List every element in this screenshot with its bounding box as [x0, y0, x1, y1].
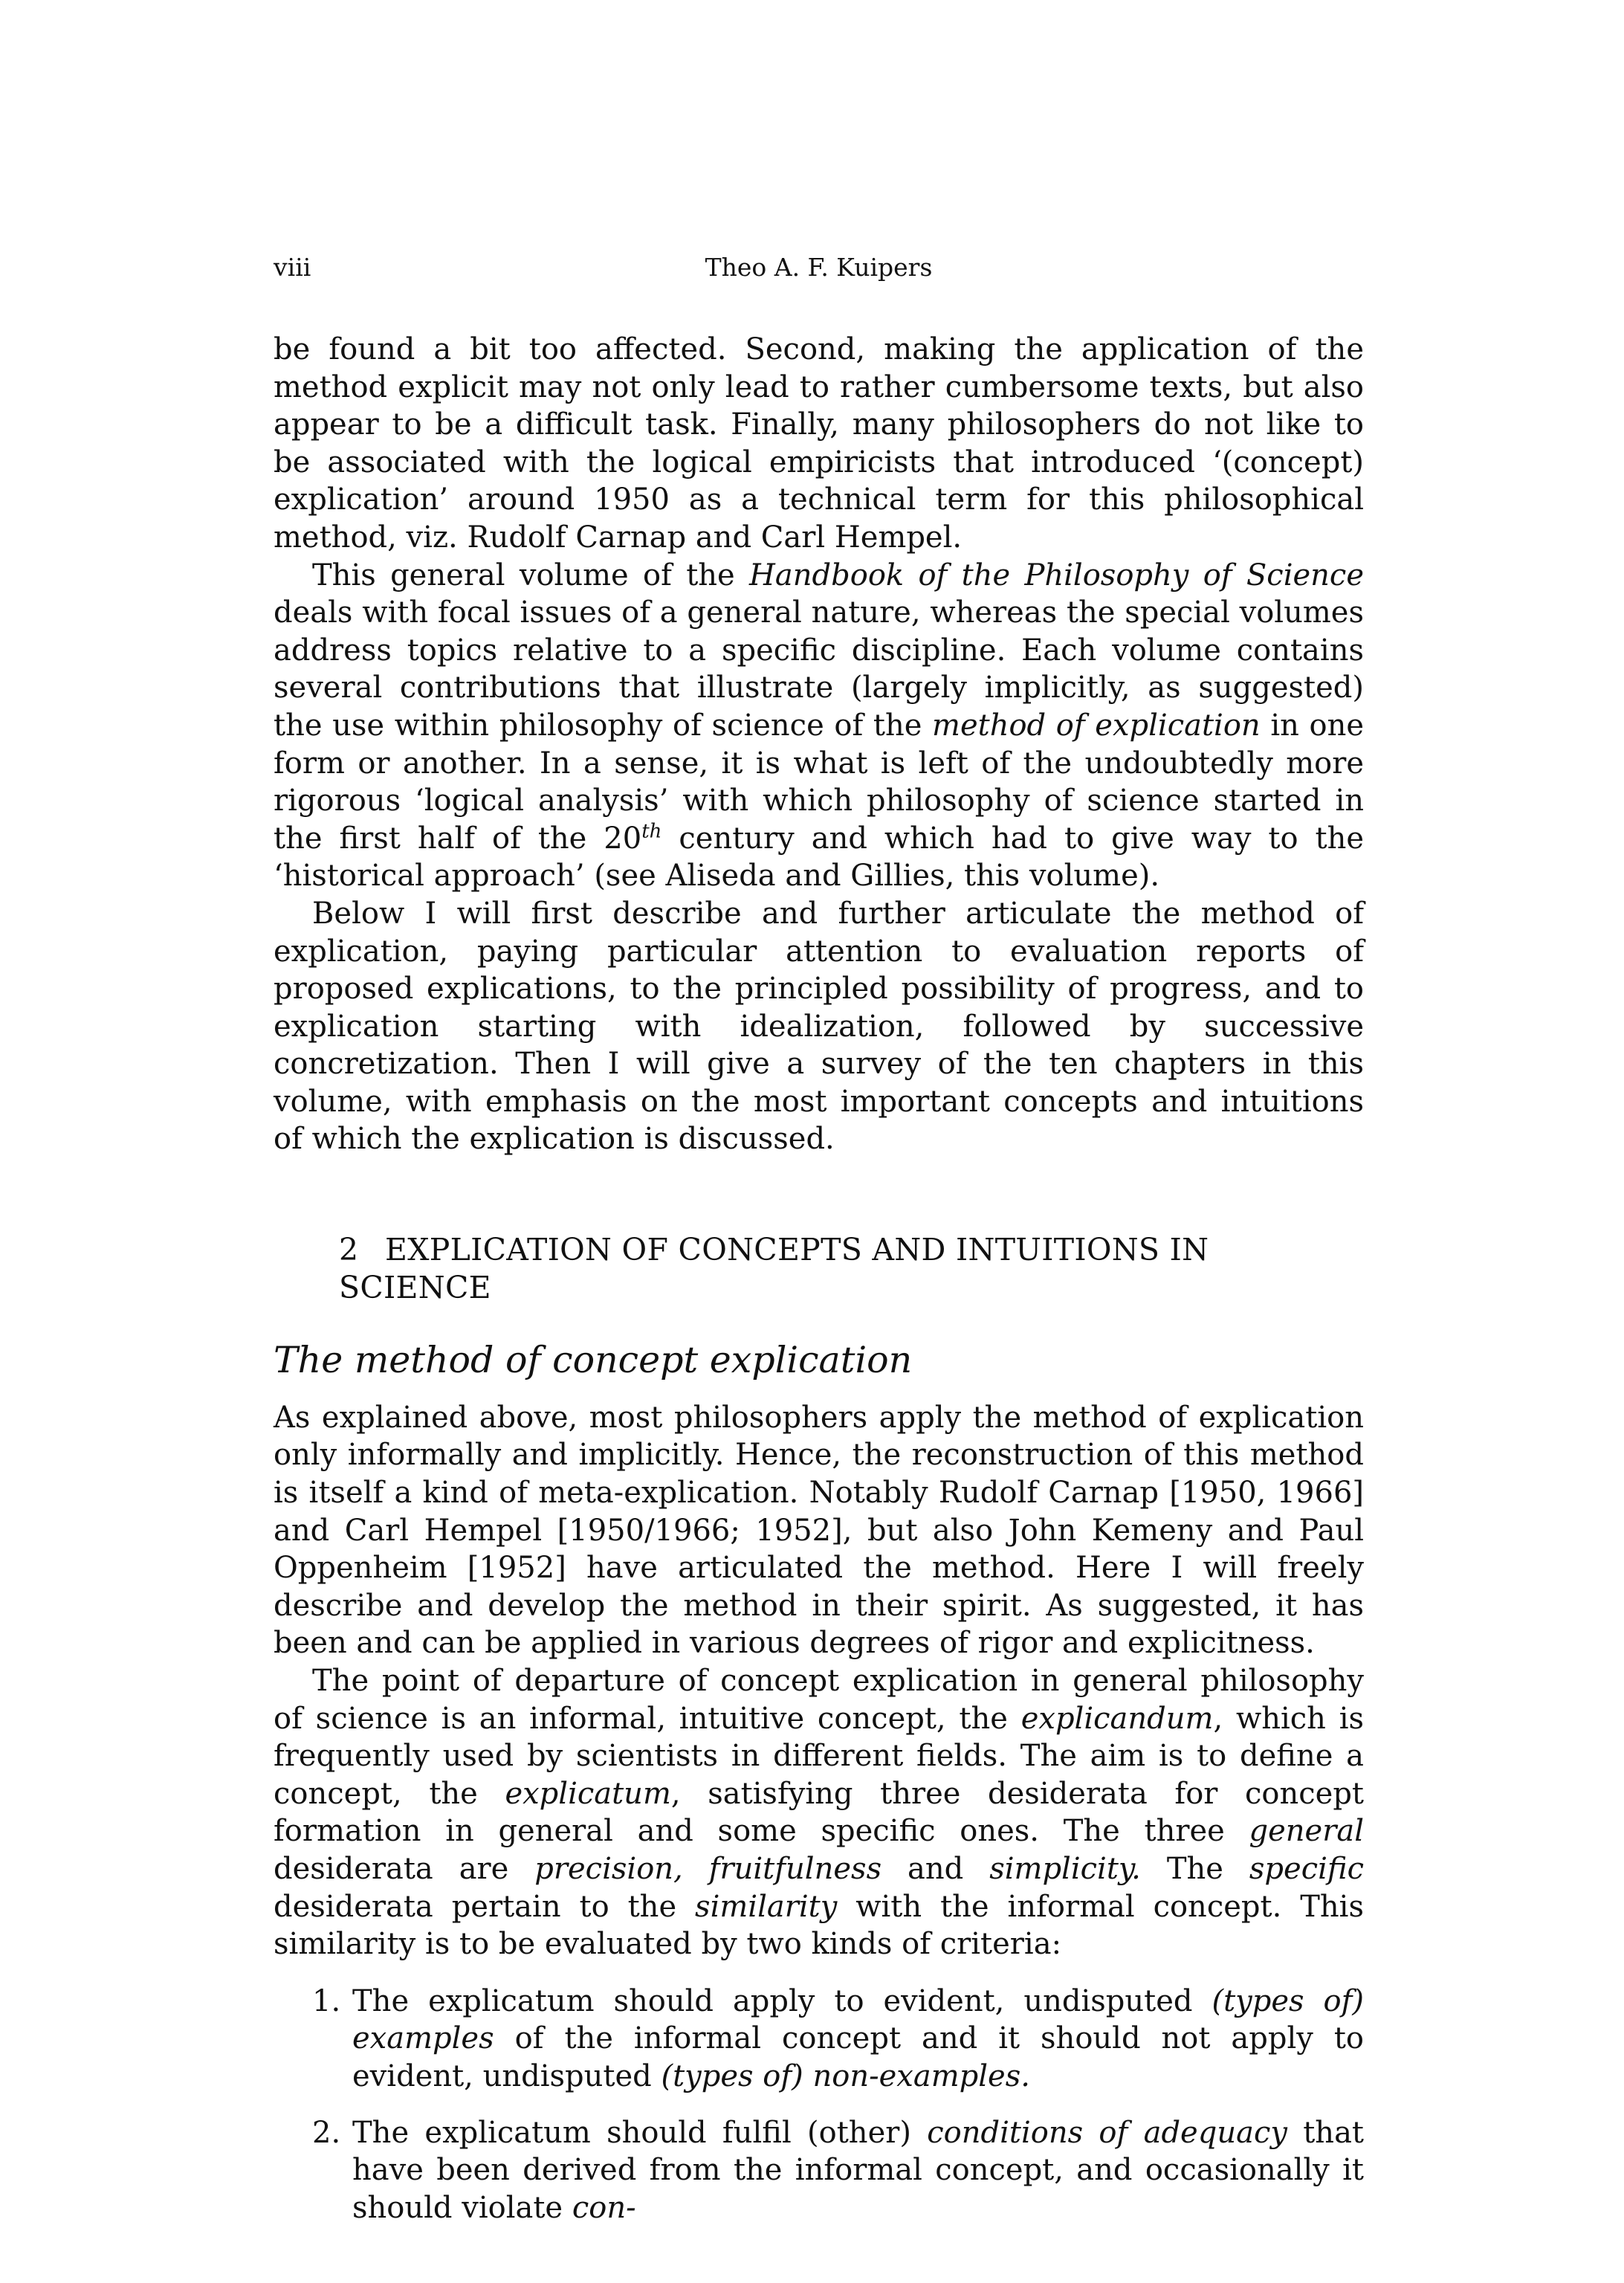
text-run: This general volume of the — [312, 558, 750, 592]
running-title: Theo A. F. Kuipers — [705, 253, 933, 282]
text-run: , satisfying three desiderata for concept formation in general and some specific ones. The three — [274, 1776, 1365, 1849]
text-run: desiderata pertain to the — [274, 1889, 696, 1924]
text-run: The explicatum should apply to evident, undisputed — [352, 1983, 1212, 2018]
section-heading — [274, 1231, 1364, 1306]
paragraph-1 — [274, 331, 1364, 557]
text-run: be found a bit too affected. Second, making the application of the method explicit may not only lead to rather cumbersome texts, but also appear to be a difficult task. Finally, many philosophers do not like to be associated with the logical empiricists that introduced ‘(concept) explication’ around 1950 as a technical term for this philosophical method, viz. Rudolf Carnap and Carl Hempel. — [274, 332, 1364, 555]
list-item-number: 2. — [312, 2115, 341, 2150]
text-run: of the informal concept and it should not apply to evident, undisputed — [352, 2021, 1364, 2093]
emphasis-conditions-of-adequacy: conditions of adequacy — [927, 2115, 1287, 2150]
paragraph-2 — [274, 557, 1364, 895]
emphasis-precision-fruitfulness: precision, fruitfulness — [534, 1851, 882, 1886]
text-run: , which is frequently used by scientists in different fields. The aim is to define a concept, the — [274, 1701, 1365, 1811]
emphasis-explicatum: explicatum — [505, 1776, 671, 1811]
text-run: The — [1140, 1851, 1249, 1886]
text-run: As explained above, most philosophers apply the method of explication only informally and implicitly. Hence, the reconstruction of this method is itself a kind of meta-explication. Notably Rudolf Carnap [1950, 1966] and Carl Hempel [1950/1966; 1952], but also John Kemeny and Paul Oppenheim [1952] have articulated the method. Here I will freely describe and develop the method in their spirit. As suggested, it has been and can be applied in various degrees of rigor and explicitness. — [274, 1400, 1364, 1661]
page-header — [274, 253, 1364, 290]
emphasis-explicandum: explicandum — [1020, 1701, 1214, 1736]
emphasis-con: con- — [572, 2190, 636, 2225]
superscript-th: th — [641, 820, 662, 843]
text-run: century and which had to give way to the ‘historical approach’ (see Aliseda and Gillies, this volume). — [274, 821, 1365, 894]
section-title: EXPLICATION OF CONCEPTS AND INTUITIONS IN SCIENCE — [339, 1232, 1209, 1305]
list-item-number: 1. — [312, 1983, 341, 2018]
criteria-list — [274, 1983, 1364, 2227]
paragraph-4 — [274, 1399, 1364, 1662]
body-text — [274, 331, 1364, 2245]
emphasis-similarity: similarity — [695, 1889, 838, 1924]
text-run: Below I will first describe and further articulate the method of explication, paying particular attention to evaluation reports of proposed explications, to the principled possibility of progress, and to explication starting with idealization, followed by successive concretization. Then I will give a survey of the ten chapters in this volume, with emphasis on the most important concepts and intuitions of which the explication is discussed. — [274, 896, 1364, 1157]
emphasis-handbook-title: Handbook of the Philosophy of Science — [749, 558, 1365, 592]
paragraph-5 — [274, 1662, 1364, 1963]
text-run: and — [881, 1851, 990, 1886]
text-run: The point of departure of concept explication in general philosophy of science is an informal, intuitive concept, the — [274, 1664, 1364, 1736]
page-number: viii — [274, 253, 311, 282]
emphasis-specific: specific — [1249, 1851, 1364, 1886]
paragraph-3 — [274, 895, 1364, 1158]
text-run: desiderata are — [274, 1851, 535, 1886]
text-run: with the informal concept. This similarity is to be evaluated by two kinds of criteria: — [274, 1889, 1364, 1962]
section-number: 2 — [339, 1232, 359, 1268]
text-run: The explicatum should fulfil (other) — [352, 2115, 928, 2150]
text-run: that have been derived from the informal concept, and occasionally it should violate — [352, 2115, 1364, 2225]
emphasis-simplicity: simplicity. — [989, 1851, 1141, 1886]
list-item — [274, 2114, 1364, 2227]
text-run: in one form or another. In a sense, it is what is left of the undoubtedly more rigorous ‘logical analysis’ with which philosophy of science started in the first half of the 20 — [274, 708, 1365, 856]
list-item — [274, 1983, 1364, 2096]
emphasis-method-of-explication: method of explication — [932, 708, 1261, 743]
emphasis-examples: (types of) examples — [352, 1983, 1365, 2056]
emphasis-general: general — [1249, 1814, 1364, 1849]
text-run: deals with focal issues of a general nature, whereas the special volumes address topics relative to a specific discipline. Each volume contains several contributions that illustrate (largely implicitly, as suggested) the use within philosophy of science of the — [274, 595, 1364, 743]
emphasis-non-examples: (types of) non-examples. — [661, 2058, 1030, 2093]
subsection-heading: The method of concept explication — [274, 1339, 913, 1382]
